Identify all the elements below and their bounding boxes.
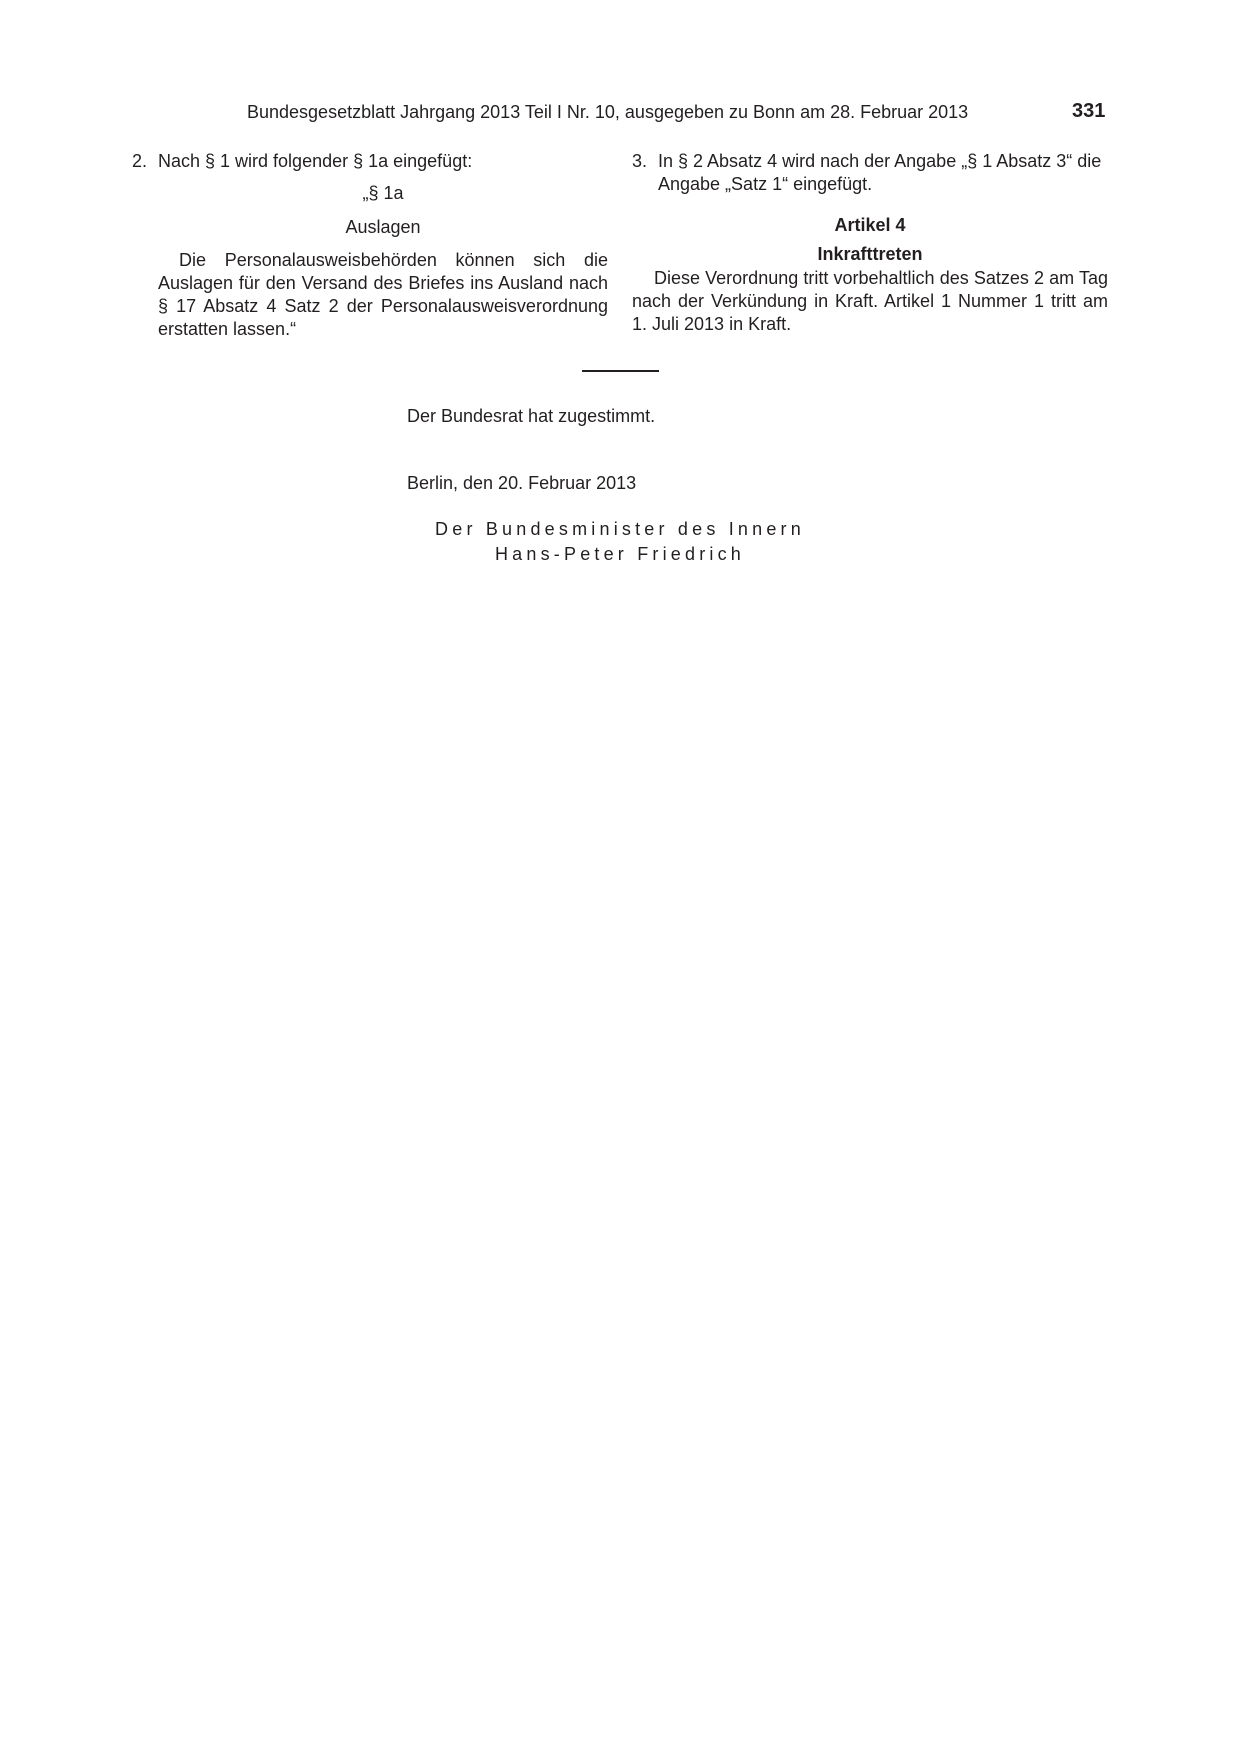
item-text: In § 2 Absatz 4 wird nach der Angabe „§ 1 Absatz 3“ die Angabe „Satz 1“ eingefügt. — [658, 151, 1102, 194]
page-number: 331 — [1072, 100, 1106, 122]
article-title: Inkrafttreten — [817, 244, 923, 264]
bundesrat-statement: Der Bundesrat hat zugestimmt. — [407, 406, 656, 426]
running-title: Bundesgesetzblatt Jahrgang 2013 Teil I Nr. 10, ausgegeben zu Bonn am 28. Februar 2013 — [247, 102, 969, 122]
page-header — [0, 100, 1241, 130]
signature-block — [400, 517, 840, 567]
place-date: Berlin, den 20. Februar 2013 — [407, 473, 637, 493]
right-column — [632, 150, 1108, 336]
article-heading: Artikel 4 — [834, 215, 906, 235]
item-number: 2. — [132, 151, 148, 171]
paragraph-body: Die Personalausweisbehörden können sich die Auslagen für den Versand des Briefes ins Ausland nach § 17 Absatz 4 Satz 2 der Personalausweisverordnung erstatten lassen.“ — [158, 250, 608, 339]
item-number: 3. — [632, 151, 648, 171]
paragraph-title: Auslagen — [345, 217, 421, 237]
article-body: Diese Verordnung tritt vorbehaltlich des Satzes 2 am Tag nach der Verkündung in Kraft. Artikel 1 Nummer 1 tritt am 1. Juli 2013 in Kraft. — [632, 268, 1108, 334]
signatory-office: Der Bundesminister des Innern — [435, 519, 805, 539]
amendment-item-3 — [632, 150, 1108, 196]
section-divider — [582, 370, 659, 372]
amendment-item-2 — [132, 150, 608, 173]
paragraph-marker: „§ 1a — [362, 183, 404, 203]
left-column — [132, 150, 608, 341]
signatory-name: Hans-Peter Friedrich — [494, 544, 746, 564]
item-text: Nach § 1 wird folgender § 1a eingefügt: — [158, 151, 473, 171]
